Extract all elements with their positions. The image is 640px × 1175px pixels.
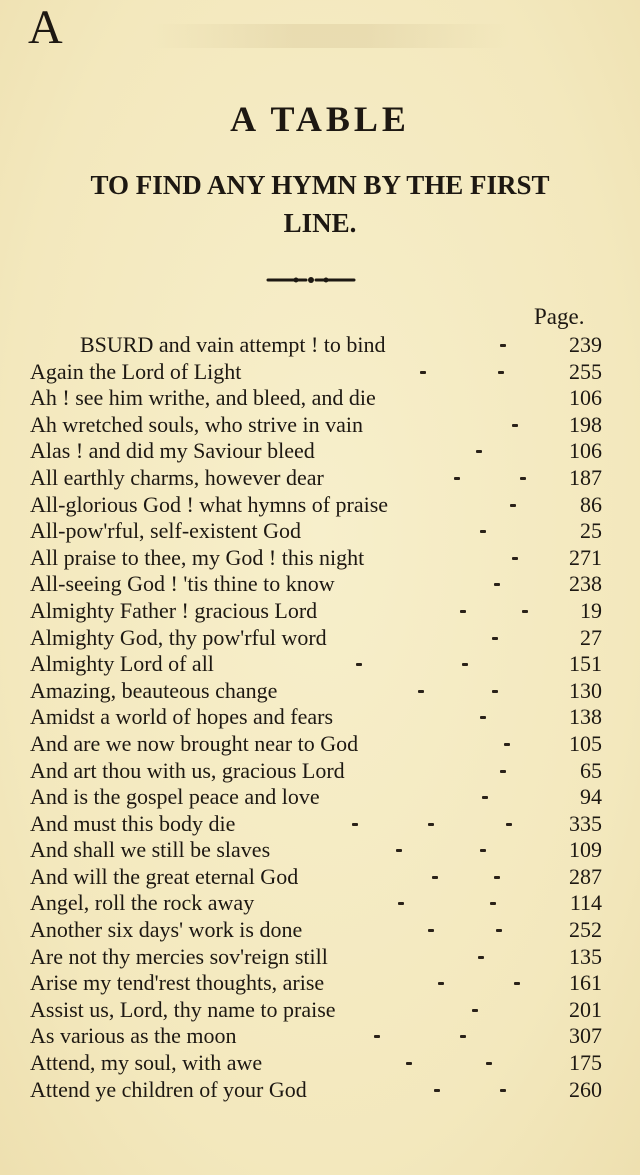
hymn-first-line: Attend, my soul, with awe xyxy=(30,1050,263,1076)
index-entry xyxy=(0,864,640,891)
leader-dash xyxy=(504,743,510,746)
leader-dash xyxy=(398,902,404,905)
hymn-first-line: As various as the moon xyxy=(30,1023,237,1049)
leader-dash xyxy=(428,929,434,932)
leader-dash xyxy=(486,1062,492,1065)
page-number: 106 xyxy=(569,385,602,411)
page-number: 201 xyxy=(569,996,602,1022)
leader-dash xyxy=(356,663,362,666)
page-number: 94 xyxy=(580,784,602,810)
leader-dash xyxy=(420,371,426,374)
leader-dash xyxy=(512,557,518,560)
leader-dash xyxy=(514,982,520,985)
index-entry xyxy=(0,412,640,439)
leader-dash xyxy=(460,610,466,613)
index-entry xyxy=(0,758,640,785)
page-number: 287 xyxy=(569,863,602,889)
leader-dash xyxy=(500,344,506,347)
hymn-first-line: And is the gospel peace and love xyxy=(30,784,320,810)
hymn-first-line: Alas ! and did my Saviour bleed xyxy=(30,438,315,464)
page-number: 130 xyxy=(569,677,602,703)
page-number: 19 xyxy=(580,597,602,623)
hymn-first-line: All praise to thee, my God ! this night xyxy=(30,544,365,570)
leader-dash xyxy=(454,477,460,480)
index-entry xyxy=(0,625,640,652)
hymn-first-line: Angel, roll the rock away xyxy=(30,890,255,916)
leader-dash xyxy=(500,1089,506,1092)
leader-dash xyxy=(480,530,486,533)
hymn-first-line: Almighty Father ! gracious Lord xyxy=(30,597,318,623)
hymn-index-list xyxy=(0,332,640,1103)
leader-dash xyxy=(482,796,488,799)
leader-dash xyxy=(476,450,482,453)
page-number: 105 xyxy=(569,730,602,756)
page-number: 114 xyxy=(569,890,602,916)
index-entry xyxy=(0,890,640,917)
hymn-first-line: All-pow'rful, self-existent God xyxy=(30,518,301,544)
leader-dash xyxy=(438,982,444,985)
hymn-first-line: BSURD and vain attempt ! to bind xyxy=(80,332,386,357)
hymn-first-line: Assist us, Lord, thy name to praise xyxy=(30,996,336,1022)
page-subtitle: TO FIND ANY HYMN BY THE FIRST LINE. xyxy=(90,170,550,238)
page-number: 271 xyxy=(569,544,602,570)
page-number: 175 xyxy=(569,1050,602,1076)
page-number: 106 xyxy=(569,438,602,464)
leader-dash xyxy=(432,876,438,879)
index-entry xyxy=(0,704,640,731)
leader-dash xyxy=(396,849,402,852)
leader-dash xyxy=(496,929,502,932)
page-title: A TABLE xyxy=(230,99,410,139)
page-number: 86 xyxy=(580,491,602,517)
page-number: 252 xyxy=(569,917,602,943)
hymn-first-line: And art thou with us, gracious Lord xyxy=(30,757,345,783)
index-entry xyxy=(0,1023,640,1050)
hymn-first-line: Amazing, beauteous change xyxy=(30,677,278,703)
index-entry xyxy=(0,1077,640,1104)
hymn-first-line: Ah wretched souls, who strive in vain xyxy=(30,411,363,437)
leader-dash xyxy=(460,1035,466,1038)
leader-dash xyxy=(434,1089,440,1092)
index-entry xyxy=(0,837,640,864)
page-number: 161 xyxy=(569,970,602,996)
leader-dash xyxy=(506,823,512,826)
index-entry xyxy=(0,997,640,1024)
index-entry xyxy=(0,359,640,386)
leader-dash xyxy=(494,876,500,879)
hymn-first-line: Attend ye children of your God xyxy=(30,1076,307,1102)
hymn-first-line: Are not thy mercies sov'reign still xyxy=(30,943,328,969)
page-number: 335 xyxy=(569,810,602,836)
hymn-first-line: Ah ! see him writhe, and bleed, and die xyxy=(30,385,376,411)
index-entry xyxy=(0,545,640,572)
page-number: 25 xyxy=(580,518,602,544)
page-number: 187 xyxy=(569,464,602,490)
leader-dash xyxy=(490,902,496,905)
leader-dash xyxy=(428,823,434,826)
hymn-first-line: Arise my tend'rest thoughts, arise xyxy=(30,970,325,996)
page-number: 239 xyxy=(569,332,602,357)
drop-cap: A xyxy=(28,1,63,54)
leader-dash xyxy=(472,1009,478,1012)
leader-dash xyxy=(492,690,498,693)
index-entry xyxy=(0,970,640,997)
leader-dash xyxy=(462,663,468,666)
index-entry xyxy=(0,651,640,678)
hymn-first-line: Again the Lord of Light xyxy=(30,358,242,384)
index-entry xyxy=(0,811,640,838)
index-entry xyxy=(0,784,640,811)
leader-dash xyxy=(418,690,424,693)
leader-dash xyxy=(512,424,518,427)
page-number: 307 xyxy=(569,1023,602,1049)
index-entry xyxy=(0,385,640,412)
index-entry xyxy=(0,518,640,545)
page-column-header: Page. xyxy=(534,304,585,329)
index-entry xyxy=(0,598,640,625)
leader-dash xyxy=(494,583,500,586)
page-number: 238 xyxy=(569,571,602,597)
index-entry xyxy=(0,492,640,519)
page-number: 65 xyxy=(580,757,602,783)
hymn-first-line: And are we now brought near to God xyxy=(30,730,359,756)
index-entry xyxy=(0,731,640,758)
leader-dash xyxy=(406,1062,412,1065)
bleed-through-mark xyxy=(150,24,510,48)
index-entry xyxy=(0,1050,640,1077)
leader-dash xyxy=(520,477,526,480)
leader-dash xyxy=(510,504,516,507)
hymn-first-line: And shall we still be slaves xyxy=(30,837,271,863)
hymn-first-line: And will the great eternal God xyxy=(30,863,299,889)
page-number: 27 xyxy=(580,624,602,650)
index-entry xyxy=(0,332,640,359)
hymn-first-line: Amidst a world of hopes and fears xyxy=(30,704,334,730)
index-entry xyxy=(0,944,640,971)
leader-dash xyxy=(492,637,498,640)
page-number: 135 xyxy=(569,943,602,969)
leader-dash xyxy=(498,371,504,374)
hymn-first-line: All earthly charms, however dear xyxy=(30,464,324,490)
leader-dash xyxy=(374,1035,380,1038)
hymn-first-line: Another six days' work is done xyxy=(30,917,303,943)
page-number: 198 xyxy=(569,411,602,437)
page-number: 255 xyxy=(569,358,602,384)
hymn-first-line: Almighty Lord of all xyxy=(30,651,214,677)
leader-dash xyxy=(480,716,486,719)
hymn-first-line: All-glorious God ! what hymns of praise xyxy=(30,491,389,517)
hymn-first-line: Almighty God, thy pow'rful word xyxy=(30,624,327,650)
leader-dash xyxy=(480,849,486,852)
hymn-first-line: And must this body die xyxy=(30,810,236,836)
page-number: 109 xyxy=(569,837,602,863)
hymn-first-line: All-seeing God ! 'tis thine to know xyxy=(30,571,335,597)
index-entry xyxy=(0,465,640,492)
ornament-rule-icon xyxy=(266,274,356,286)
index-entry xyxy=(0,571,640,598)
leader-dash xyxy=(352,823,358,826)
leader-dash xyxy=(500,770,506,773)
page-number: 151 xyxy=(569,651,602,677)
index-entry xyxy=(0,917,640,944)
leader-dash xyxy=(478,956,484,959)
index-entry xyxy=(0,438,640,465)
leader-dash xyxy=(522,610,528,613)
page-number: 260 xyxy=(569,1076,602,1102)
index-entry xyxy=(0,678,640,705)
page-number: 138 xyxy=(569,704,602,730)
